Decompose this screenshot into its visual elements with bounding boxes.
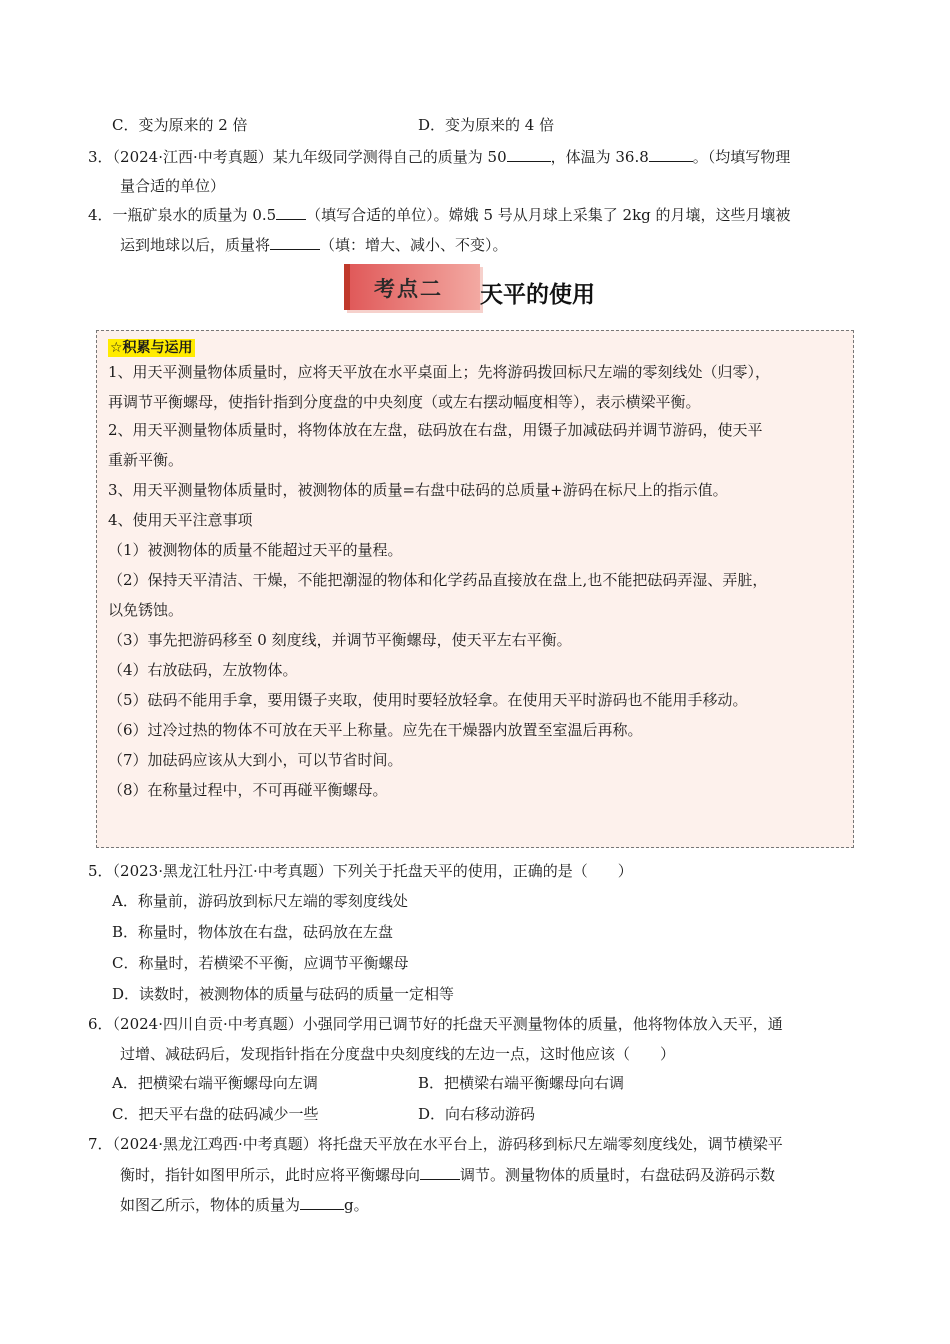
question-text: 运到地球以后，质量将 [120, 236, 271, 254]
box-line: （8）在称量过程中，不可再碰平衡螺母。 [108, 781, 388, 799]
question-text: 一瓶矿泉水的质量为 0.5 [112, 206, 277, 224]
box-line: 4、使用天平注意事项 [108, 511, 253, 529]
section-tag [344, 264, 480, 310]
box-line: 3、用天平测量物体质量时，被测物体的质量=右盘中砝码的总质量+游码在标尺上的指示值。 [108, 481, 728, 499]
question-text: 调节。测量物体的质量时，右盘砝码及游码示数 [460, 1166, 776, 1184]
question-text: 衡时，指针如图甲所示，此时应将平衡螺母向 [120, 1166, 421, 1184]
question-text: （填写合适的单位）。嫦娥 5 号从月球上采集了 2kg 的月壤，这些月壤被 [306, 206, 791, 224]
option-c[interactable]: C．称量时，若横梁不平衡，应调节平衡螺母 [112, 954, 409, 972]
question-7-line-2 [120, 1164, 775, 1185]
question-text: （填：增大、减小、不变）。 [320, 236, 508, 254]
box-line: 重新平衡。 [108, 451, 184, 469]
section-tag-label: 考点二 [374, 277, 443, 301]
answer-blank[interactable] [270, 234, 320, 250]
option-d[interactable]: D．读数时，被测物体的质量与砝码的质量一定相等 [112, 985, 455, 1003]
question-5 [88, 861, 633, 881]
question-text: 如图乙所示，物体的质量为 [120, 1196, 301, 1214]
option-b[interactable]: B．把横梁右端平衡螺母向右调 [418, 1074, 625, 1092]
option-a[interactable]: A．称量前，游码放到标尺左端的零刻度线处 [112, 892, 408, 910]
option-d[interactable]: D．向右移动游码 [418, 1105, 536, 1123]
question-number: 4． [88, 206, 113, 224]
box-line: （7）加砝码应该从大到小，可以节省时间。 [108, 751, 403, 769]
question-number: 7． [88, 1135, 113, 1153]
answer-blank[interactable] [300, 1194, 344, 1210]
answer-blank[interactable] [649, 146, 693, 162]
box-line: （2）保持天平清洁、干燥，不能把潮湿的物体和化学药品直接放在盘上,也不能把砝码弄湿、弄脏， [108, 571, 768, 589]
section-title: 天平的使用 [480, 282, 595, 308]
box-line: （4）右放砝码，左放物体。 [108, 661, 298, 679]
box-line: 再调节平衡螺母，使指针指到分度盘的中央刻度（或左右摆动幅度相等），表示横梁平衡。 [108, 393, 701, 411]
question-text: （2024·黑龙江鸡西·中考真题）将托盘天平放在水平台上，游码移到标尺左端零刻度线处，调节横梁平 [112, 1135, 783, 1153]
question-text: ，体温为 36.8 [550, 148, 649, 166]
question-text: 。（均填写物理 [692, 148, 791, 166]
question-6 [88, 1014, 783, 1034]
option-a[interactable]: A．把横梁右端平衡螺母向左调 [112, 1074, 318, 1092]
question-text: （2024·四川自贡·中考真题）小强同学用已调节好的托盘天平测量物体的质量，他将物体放入天平，通 [112, 1015, 783, 1033]
box-line: 1、用天平测量物体质量时，应将天平放在水平桌面上；先将游码拨回标尺左端的零刻线处（归零）， [108, 363, 771, 381]
option-c[interactable]: C．把天平右盘的砝码减少一些 [112, 1105, 319, 1123]
box-line: （1）被测物体的质量不能超过天平的量程。 [108, 541, 403, 559]
option-d: D．变为原来的 4 倍 [418, 116, 555, 134]
question-text: （2024·江西·中考真题）某九年级同学测得自己的质量为 50 [112, 148, 507, 166]
question-number: 3． [88, 148, 113, 166]
question-3-line-2: 量合适的单位） [120, 177, 226, 195]
option-b[interactable]: B．称量时，物体放在右盘，砝码放在左盘 [112, 923, 394, 941]
question-text: （2023·黑龙江牡丹江·中考真题）下列关于托盘天平的使用，正确的是（ ） [112, 862, 633, 880]
box-line: 2、用天平测量物体质量时，将物体放在左盘，砝码放在右盘，用镊子加减砝码并调节游码，使天平 [108, 421, 763, 439]
box-line: 以免锈蚀。 [108, 601, 184, 619]
question-text: g。 [344, 1196, 369, 1214]
question-number: 5． [88, 862, 113, 880]
knowledge-badge: ☆积累与运用 [110, 340, 193, 356]
option-c: C．变为原来的 2 倍 [112, 116, 248, 134]
question-3 [88, 146, 790, 167]
question-4 [88, 204, 791, 225]
answer-blank[interactable] [276, 204, 306, 220]
question-4-line-2 [120, 234, 508, 255]
question-number: 6． [88, 1015, 113, 1033]
question-7-line-3 [120, 1194, 369, 1215]
box-line: （3）事先把游码移至 0 刻度线，并调节平衡螺母，使天平左右平衡。 [108, 631, 572, 649]
box-line: （5）砝码不能用手拿，要用镊子夹取，使用时要轻放轻拿。在使用天平时游码也不能用手移动。 [108, 691, 748, 709]
box-line: （6）过冷过热的物体不可放在天平上称量。应先在干燥器内放置至室温后再称。 [108, 721, 643, 739]
answer-blank[interactable] [420, 1164, 460, 1180]
answer-blank[interactable] [507, 146, 551, 162]
question-7 [88, 1134, 783, 1154]
question-6-line-2: 过增、减砝码后，发现指针指在分度盘中央刻度线的左边一点，这时他应该（ ） [120, 1045, 676, 1063]
